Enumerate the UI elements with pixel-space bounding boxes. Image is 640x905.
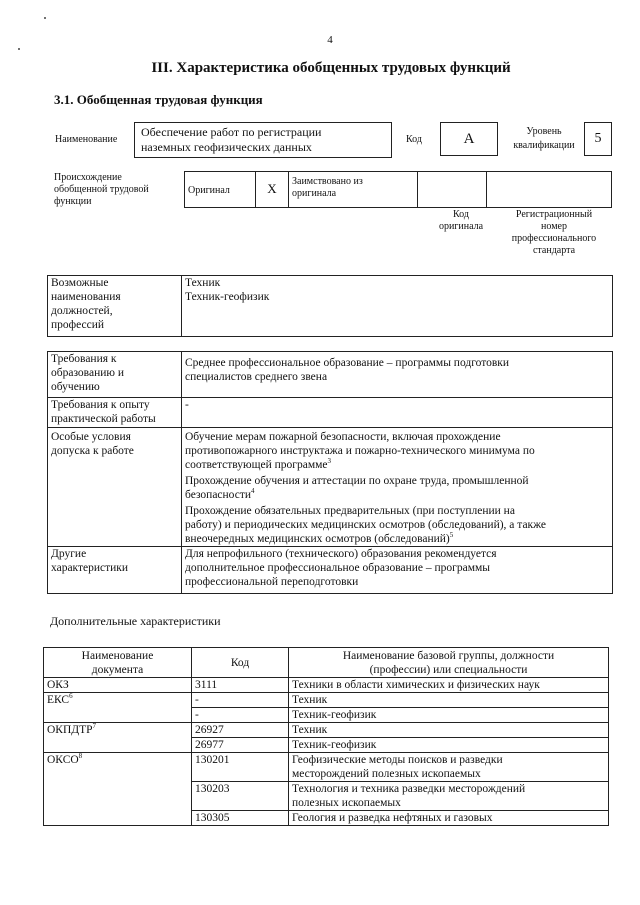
footnote-ref: 3: [327, 457, 331, 466]
name-cell: [289, 782, 609, 811]
code-value: A: [463, 131, 475, 147]
code-original-cell: [418, 172, 487, 208]
name-cell: [289, 693, 609, 708]
code-cell: 130203: [192, 782, 289, 811]
doc-name: ОКЗ: [47, 679, 69, 691]
experience-label-cell: [48, 398, 182, 428]
additional-title: Дополнительные характеристики: [50, 614, 221, 628]
positions-label-line: профессий: [51, 319, 105, 331]
doc-name: ОКСО: [47, 754, 79, 766]
footnote-ref: 7: [92, 722, 97, 731]
positions-label-line: наименования: [51, 291, 121, 303]
doc-name: ЕКС: [47, 694, 70, 706]
table-row: [44, 723, 609, 738]
requirements-table: [47, 351, 613, 594]
education-label-line: Требования к: [51, 353, 117, 365]
name-line: Техники в области химических и физических наук: [292, 679, 540, 691]
scan-speck: [44, 17, 46, 19]
positions-label-cell: [48, 276, 182, 337]
special-label-line: Особые условия: [51, 431, 131, 443]
education-label-line: образованию и: [51, 367, 124, 379]
code-original-line2: оригинала: [438, 221, 484, 232]
special-line: [185, 532, 609, 546]
name-cell: [289, 753, 609, 782]
reg-line4: стандарта: [532, 245, 576, 256]
experience-label-line: практической работы: [51, 413, 156, 425]
function-name-box: [134, 122, 392, 158]
doc-name: ОКПДТР: [47, 724, 93, 736]
code-cell: 26977: [192, 738, 289, 753]
special-line: [185, 488, 609, 502]
col-code-header-text: Код: [230, 656, 250, 669]
experience-value: -: [185, 399, 189, 411]
additional-table: [43, 647, 609, 826]
function-name-line1: Обеспечение работ по регистрации: [141, 125, 322, 139]
special-label-line: допуска к работе: [51, 445, 134, 457]
name-line: Технология и техника разведки месторождений: [292, 783, 526, 795]
special-line-text: безопасности: [185, 489, 252, 501]
col-name-header-line: (профессии) или специальности: [369, 664, 528, 676]
special-conditions-value-cell: [182, 428, 613, 547]
positions-label-line: Возможные: [51, 277, 109, 289]
special-conditions-label-cell: [48, 428, 182, 547]
special-line: работу) и периодических медицинских осмотров (обследований), а также: [185, 519, 547, 531]
special-line-text: соответствующей программе: [185, 459, 328, 471]
doc-cell: [44, 723, 192, 753]
experience-value-cell: [182, 398, 613, 428]
special-line-text: внеочередных медицинских осмотров (обследований): [185, 533, 450, 545]
education-value-cell: [182, 352, 613, 398]
name-line: Техник-геофизик: [292, 709, 377, 721]
col-code-header: [192, 648, 289, 678]
position-name: Техник: [185, 277, 221, 289]
doc-cell: [44, 678, 192, 693]
borrowed-cell: [289, 172, 418, 208]
table-row: [44, 678, 609, 693]
borrowed-line2: оригинала: [292, 188, 337, 199]
level-label-line2: квалификации: [513, 140, 575, 151]
original-label: Оригинал: [188, 184, 230, 196]
other-value-line: Для непрофильного (технического) образования рекомендуется: [185, 548, 497, 560]
name-line: Геология и разведка нефтяных и газовых: [292, 812, 493, 824]
col-doc-header: [44, 648, 192, 678]
name-cell: [289, 678, 609, 693]
code-original-line1: Код: [453, 209, 469, 220]
footnote-ref: 4: [251, 487, 255, 496]
reg-number-cell: [487, 172, 612, 208]
subsection-title: 3.1. Обобщенная трудовая функция: [54, 92, 263, 107]
code-label: Код: [406, 134, 422, 145]
positions-table: [47, 275, 613, 337]
original-cell: [185, 172, 256, 208]
code-cell: 3111: [192, 678, 289, 693]
col-name-header-line: Наименование базовой группы, должности: [342, 650, 555, 662]
col-doc-header-line: документа: [91, 664, 144, 676]
position-name: Техник-геофизик: [185, 291, 270, 303]
name-label: Наименование: [55, 134, 118, 145]
code-cell: 130305: [192, 811, 289, 826]
footnote-ref: 5: [449, 531, 454, 540]
borrowed-line1: Заимствовано из: [292, 176, 363, 187]
additional-rows: [44, 678, 609, 826]
name-line: Техник: [292, 724, 328, 736]
name-cell: [289, 708, 609, 723]
other-label-cell: [48, 547, 182, 594]
doc-cell: [44, 693, 192, 723]
name-line: Техник-геофизик: [292, 739, 377, 751]
other-label-line: Другие: [51, 548, 87, 560]
name-line: Техник: [292, 694, 328, 706]
name-cell: [289, 738, 609, 753]
other-value-cell: [182, 547, 613, 594]
special-line: Прохождение обязательных предварительных (при поступлении на: [185, 505, 515, 517]
function-name-line2: наземных геофизических данных: [141, 140, 312, 154]
reg-line3: профессионального: [511, 233, 597, 244]
positions-label-line: должностей,: [51, 305, 113, 317]
name-line: полезных ископаемых: [292, 797, 401, 809]
name-line: Геофизические методы поисков и разведки: [292, 754, 503, 766]
name-cell: [289, 723, 609, 738]
doc-cell: [44, 753, 192, 826]
education-label-cell: [48, 352, 182, 398]
scan-speck: [18, 48, 20, 50]
level-value: 5: [594, 131, 602, 146]
reg-number-caption: [500, 209, 608, 257]
original-mark-cell: [256, 172, 289, 208]
level-label-line1: Уровень: [526, 126, 562, 137]
table-row: [44, 693, 609, 708]
col-doc-header-line: Наименование: [81, 650, 154, 662]
reg-line1: Регистрационный: [515, 209, 593, 220]
experience-label-line: Требования к опыту: [51, 399, 150, 411]
origin-label-line2: обобщенной трудовой: [54, 184, 149, 195]
other-value-line: профессиональной переподготовки: [185, 576, 359, 588]
col-name-header: [289, 648, 609, 678]
special-line: Обучение мерам пожарной безопасности, включая прохождение: [185, 431, 501, 443]
special-line: противопожарного инструктажа и пожарно-технического минимума по: [185, 445, 535, 457]
level-label: [506, 126, 582, 152]
education-value-line: специалистов среднего звена: [185, 371, 328, 383]
table-row: [44, 753, 609, 782]
origin-table: [184, 171, 612, 208]
education-value-line: Среднее профессиональное образование – программы подготовки: [185, 357, 510, 369]
code-cell: -: [192, 693, 289, 708]
page-number: 4: [327, 34, 333, 46]
code-original-caption: [428, 209, 494, 233]
origin-label-line1: Происхождение: [54, 172, 122, 183]
special-line: [185, 458, 609, 472]
level-box: [584, 122, 612, 156]
education-label-line: обучению: [51, 381, 100, 393]
other-label-line: характеристики: [51, 562, 129, 574]
other-value-line: дополнительное профессиональное образование – программы: [185, 562, 490, 574]
reg-line2: номер: [541, 221, 567, 232]
name-line: месторождений полезных ископаемых: [292, 768, 481, 780]
positions-value-cell: [182, 276, 613, 337]
special-line: Прохождение обучения и аттестации по охране труда, промышленной: [185, 475, 529, 487]
code-cell: -: [192, 708, 289, 723]
code-cell: 26927: [192, 723, 289, 738]
code-box: [440, 122, 498, 156]
code-cell: 130201: [192, 753, 289, 782]
footnote-ref: 8: [78, 752, 83, 761]
origin-label-line3: функции: [54, 196, 92, 207]
name-cell: [289, 811, 609, 826]
original-mark: X: [267, 181, 277, 196]
origin-label: [54, 172, 149, 208]
footnote-ref: 6: [69, 692, 73, 701]
section-title: III. Характеристика обобщенных трудовых функций: [151, 60, 511, 76]
